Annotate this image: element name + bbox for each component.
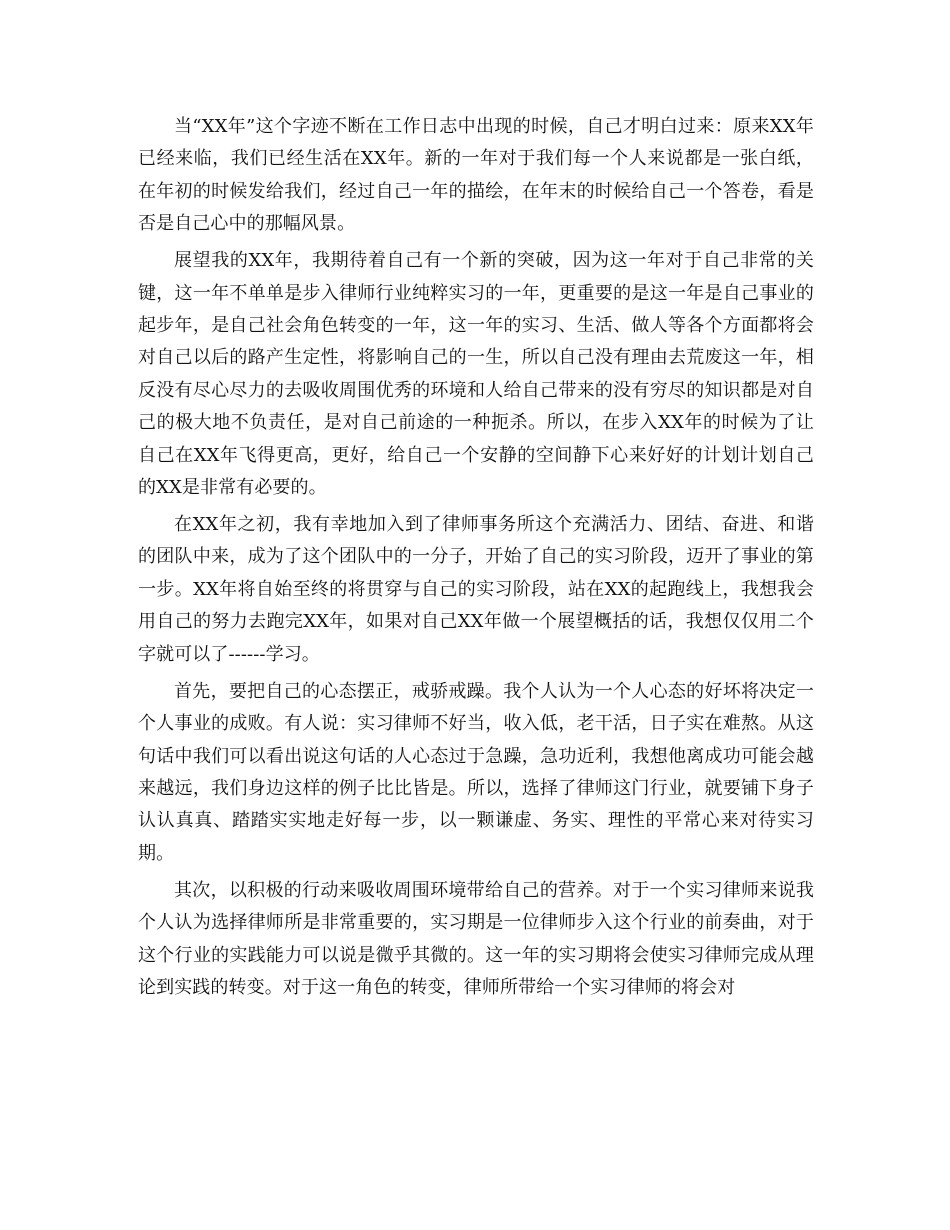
paragraph-joining-firm: 在XX年之初，我有幸地加入到了律师事务所这个充满活力、团结、奋进、和谐的团队中来，成为了这个团队中的一分子，开始了自己的实习阶段，迈开了事业的第一步。XX年将自始至终的将贯穿与自己的实习阶段，站在XX的起跑线上，我想我会用自己的努力去跑完XX年，如果对自己XX年做一个展望概括的话，我想仅仅用二个字就可以了------学习。	[138, 514, 814, 665]
document-page	[138, 111, 814, 1009]
paragraph-outlook: 展望我的XX年，我期待着自己有一个新的突破，因为这一年对于自己非常的关键，这一年不单单是步入律师行业纯粹实习的一年，更重要的是这一年是自己事业的起步年，是自己社会角色转变的一年，这一年的实习、生活、做人等各个方面都将会对自己以后的路产生定性，将影响自己的一生，所以自己没有理由去荒废这一年，相反没有尽心尽力的去吸收周围优秀的环境和人给自己带来的没有穷尽的知识都是对自己的极大地不负责任，是对自己前途的一种扼杀。所以，在步入XX年的时候为了让自己在XX年飞得更高，更好，给自己一个安静的空间静下心来好好的计划计划自己的XX是非常有必要的。	[138, 250, 814, 499]
paragraph-action: 其次，以积极的行动来吸收周围环境带给自己的营养。对于一个实习律师来说我个人认为选择律师所是非常重要的，实习期是一位律师步入这个行业的前奏曲，对于这个行业的实践能力可以说是微乎其微的。这一年的实习期将会使实习律师完成从理论到实践的转变。对于这一角色的转变，律师所带给一个实习律师的将会对	[138, 879, 814, 998]
paragraph-intro: 当“XX年”这个字迹不断在工作日志中出现的时候，自己才明白过来：原来XX年已经来临，我们已经生活在XX年。新的一年对于我们每一个人来说都是一张白纸，在年初的时候发给我们，经过自己一年的描绘，在年末的时候给自己一个答卷，看是否是自己心中的那幅风景。	[138, 116, 814, 235]
paragraph-mindset: 首先，要把自己的心态摆正，戒骄戒躁。我个人认为一个人心态的好坏将决定一个人事业的成败。有人说：实习律师不好当，收入低，老干活，日子实在难熬。从这句话中我们可以看出说这句话的人心态过于急躁，急功近利，我想他离成功可能会越来越远，我们身边这样的例子比比皆是。所以，选择了律师这门行业，就要铺下身子认认真真、踏踏实实地走好每一步，以一颗谦虚、务实、理性的平常心来对待实习期。	[138, 680, 814, 864]
